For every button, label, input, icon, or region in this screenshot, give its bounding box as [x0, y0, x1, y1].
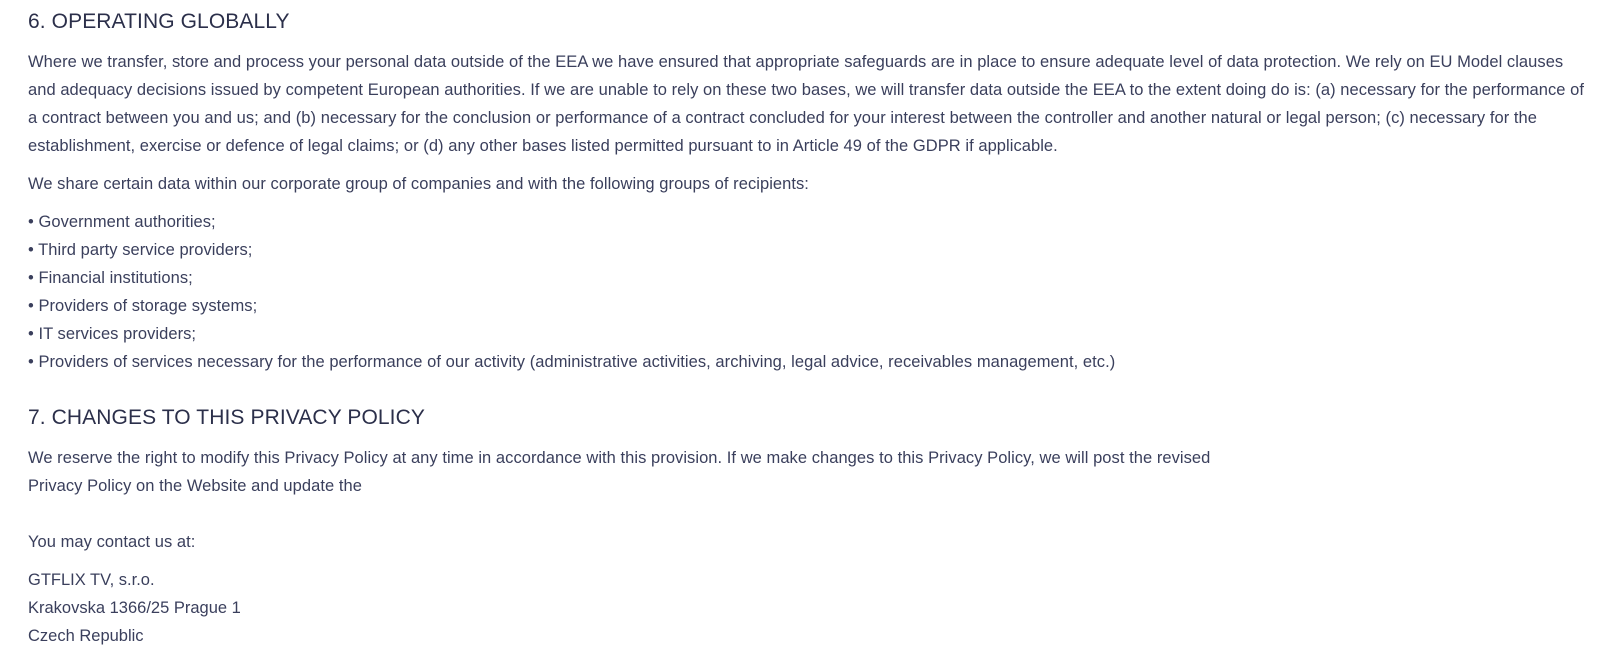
list-item: • Government authorities; — [28, 213, 216, 231]
section-heading-operating-globally: 6. OPERATING GLOBALLY — [28, 10, 290, 33]
list-item: • Providers of storage systems; — [28, 297, 258, 315]
section-heading-changes-to-privacy-policy: 7. CHANGES TO THIS PRIVACY POLICY — [28, 406, 425, 429]
section-6-paragraph-2: We share certain data within our corporate group of companies and with the following groups of recipients: — [28, 175, 809, 193]
contact-intro: You may contact us at: — [28, 533, 196, 551]
contact-address-block — [28, 566, 1585, 646]
recipient-groups-list — [28, 208, 1585, 376]
section-spacer — [28, 376, 1585, 406]
contact-street: Krakovska 1366/25 Prague 1 — [28, 599, 241, 617]
section-7-paragraph-1: We reserve the right to modify this Privacy Policy at any time in accordance with this provision. If we make changes to this Privacy Policy, we will post the revised Privacy Policy on the Website and update the — [28, 449, 1211, 495]
contact-country: Czech Republic — [28, 627, 144, 645]
contact-company: GTFLIX TV, s.r.o. — [28, 571, 155, 589]
list-item: • IT services providers; — [28, 325, 197, 343]
list-item: • Third party service providers; — [28, 241, 253, 259]
list-item: • Providers of services necessary for the performance of our activity (administrative activities, archiving, legal advice, receivables management, etc.) — [28, 353, 1116, 371]
section-6-paragraph-1: Where we transfer, store and process your personal data outside of the EEA we have ensured that appropriate safeguards are in place to ensure adequate level of data protection. We rely on EU Model clauses and adequacy decisions issued by competent European authorities. If we are unable to rely on these two bases, we will transfer data outside the EEA to the extent doing do is: (a) necessary for the performance of a contract between you and us; and (b) necessary for the conclusion or performance of a contract concluded for your interest between the controller and another natural or legal person; (c) necessary for the establishment, exercise or defence of legal claims; or (d) any other bases listed permitted pursuant to in Article 49 of the GDPR if applicable. — [28, 53, 1585, 155]
contact-spacer — [28, 510, 1585, 528]
list-item: • Financial institutions; — [28, 269, 193, 287]
